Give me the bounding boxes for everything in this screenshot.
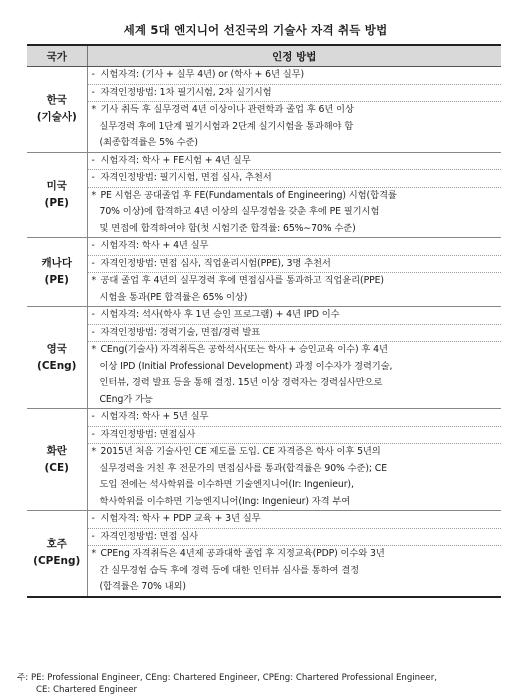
country-cell	[27, 307, 87, 409]
country-name: 미국	[46, 179, 67, 192]
dash-bullet: -	[91, 257, 95, 269]
country-name: 화란	[46, 444, 67, 457]
dash-bullet: -	[91, 172, 95, 183]
table-title: 세계 5대 엔지니어 선진국의 기술사 자격 취득 방법	[123, 23, 388, 37]
method-text: 자격인정방법: 면접 심사	[100, 530, 199, 542]
country-name: 영국	[46, 342, 67, 355]
method-text: 시험자격: (기사 + 실무 4년) or (학사 + 6년 실무)	[100, 69, 304, 80]
country-cell	[27, 409, 87, 511]
country-cell	[27, 152, 87, 238]
asterisk-bullet: *	[91, 275, 97, 286]
list-item	[88, 409, 502, 427]
method-text: 자격인정방법: 필기시험, 면접 심사, 추천서	[100, 172, 272, 183]
dash-bullet: -	[91, 326, 95, 338]
table-row	[27, 409, 501, 511]
method-text: 자격인정방법: 면접 심사, 직업윤리시험(PPE), 3명 추천서	[100, 257, 331, 269]
list-item	[88, 256, 502, 274]
list-item	[88, 153, 502, 171]
method-text: 시험자격: 석사(학사 후 1년 승인 프로그램) + 4년 IPD 이수	[100, 309, 340, 320]
list-item	[88, 188, 502, 205]
list-item-continuation: (최종합격률은 5% 수준)	[99, 137, 198, 148]
list-item-continuation: 및 면접에 합격하여야 함(첫 시험기준 합격률: 65%∼70% 수준)	[99, 222, 356, 234]
list-item	[88, 325, 502, 343]
method-text: CEng(기술사) 자격취득은 공학석사(또는 학사 + 승인교육 이수) 후 4년	[100, 344, 388, 355]
method-text: CPEng 자격취득은 4년제 공과대학 졸업 후 지정교육(PDP) 이수와 3년	[100, 548, 385, 559]
list-item	[88, 427, 502, 445]
dash-bullet: -	[91, 69, 95, 80]
list-item-continuation: 인터뷰, 경력 발표 등을 통해 결정. 15년 이상 경력자는 경력심사만으로	[99, 377, 383, 388]
list-item	[88, 238, 502, 256]
method-text: 시험자격: 학사 + PDP 교육 + 3년 실무	[100, 513, 261, 524]
dash-bullet: -	[91, 309, 95, 320]
method-text: 시험자격: 학사 + FE시험 + 4년 실무	[100, 154, 251, 166]
footnote-line-2: CE: Chartered Engineer	[36, 685, 138, 695]
method-text: 자격인정방법: 1차 필기시험, 2차 실기시험	[100, 86, 272, 98]
method-cell	[87, 152, 501, 238]
list-item	[88, 170, 502, 188]
list-item	[88, 342, 502, 359]
dash-bullet: -	[91, 240, 95, 251]
footnote-line-1	[17, 672, 507, 684]
header-country: 국가	[27, 45, 87, 67]
method-text: PE 시험은 공대졸업 후 FE(Fundamentals of Engineering) 시험(합격률	[100, 189, 397, 201]
dash-bullet: -	[91, 411, 95, 422]
country-name: 캐나다	[41, 257, 72, 269]
asterisk-bullet: *	[91, 548, 97, 559]
list-item	[88, 85, 502, 103]
footnote	[17, 672, 507, 696]
table-header-row	[27, 45, 501, 67]
country-cell	[27, 67, 87, 153]
footnote-text: PE: Professional Engineer, CEng: Chartered Engineer, CPEng: Chartered Professional Engineer,	[30, 673, 437, 683]
table-row	[27, 152, 501, 238]
list-item-continuation: CEng가 가능	[99, 393, 153, 405]
dash-bullet: -	[91, 530, 95, 542]
method-cell	[87, 409, 501, 511]
method-text: 기사 취득 후 실무경력 4년 이상이나 관련학과 졸업 후 6년 이상	[100, 104, 354, 115]
method-cell	[87, 67, 501, 153]
country-code: (기술사)	[36, 111, 77, 124]
list-item-continuation: 실무경력 후에 1단계 필기시험과 2단계 실기시험을 통과해야 함	[99, 120, 354, 132]
method-text: 공대 졸업 후 4년의 실무경력 후에 면접심사를 통과하고 직업윤리(PPE)	[100, 275, 384, 286]
list-item	[88, 529, 502, 547]
table-row	[27, 307, 501, 409]
list-item	[88, 273, 502, 290]
country-name: 호주	[46, 538, 67, 551]
dash-bullet: -	[91, 86, 95, 98]
list-item	[88, 102, 502, 119]
list-item	[88, 444, 502, 461]
method-cell	[87, 238, 501, 307]
asterisk-bullet: *	[91, 344, 97, 355]
country-name: 한국	[46, 94, 67, 107]
list-item	[88, 546, 502, 563]
dash-bullet: -	[91, 428, 95, 440]
header-method: 인정 방법	[87, 45, 501, 67]
country-code: (CE)	[44, 461, 69, 474]
list-item-continuation: 이상 IPD (Initial Professional Development) 과정 이수자가 경력기술,	[99, 360, 393, 372]
table-row	[27, 67, 501, 153]
asterisk-bullet: *	[91, 446, 97, 457]
certification-table	[27, 44, 501, 598]
country-code: (CPEng)	[33, 555, 81, 568]
list-item-continuation: 학사학위를 이수하면 기능엔지니어(Ing: Ingenieur) 자격 부여	[99, 495, 351, 507]
method-text: 자격인정방법: 경력기술, 면접/경력 발표	[100, 326, 261, 338]
asterisk-bullet: *	[91, 189, 97, 201]
country-cell	[27, 511, 87, 597]
table-row	[27, 511, 501, 597]
list-item-continuation: 70% 이상)에 합격하고 4년 이상의 실무경험을 갖춘 후에 PE 필기시험	[99, 206, 380, 217]
list-item	[88, 511, 502, 529]
method-text: 시험자격: 학사 + 5년 실무	[100, 411, 209, 422]
country-code: (PE)	[44, 274, 69, 286]
method-text: 시험자격: 학사 + 4년 실무	[100, 240, 209, 251]
footnote-prefix: 주:	[17, 673, 29, 683]
list-item-continuation: 간 실무경험 습득 후에 경력 등에 대한 인터뷰 심사를 통하여 결정	[99, 564, 359, 576]
country-cell	[27, 238, 87, 307]
method-cell	[87, 511, 501, 597]
dash-bullet: -	[91, 513, 95, 524]
list-item	[88, 67, 502, 85]
list-item-continuation: 실무경력을 거친 후 전문가의 면접심사를 통과(합격률은 90% 수준); CE	[99, 462, 387, 474]
country-code: (CEng)	[37, 359, 77, 372]
dash-bullet: -	[91, 154, 95, 166]
country-code: (PE)	[44, 196, 69, 209]
list-item-continuation: 시험을 통과(PE 합격률은 65% 이상)	[99, 291, 248, 303]
method-text: 2015년 처음 기술사인 CE 제도를 도입. CE 자격증은 학사 이후 5년의	[100, 446, 381, 457]
table-row	[27, 238, 501, 307]
list-item-continuation: 도입 전에는 석사학위를 이수하면 기술엔지니어(Ir: Ingenieur),	[99, 479, 354, 490]
list-item-continuation: (합격률은 70% 내외)	[99, 581, 186, 592]
asterisk-bullet: *	[91, 104, 97, 115]
method-cell	[87, 307, 501, 409]
method-text: 자격인정방법: 면접심사	[100, 428, 196, 440]
list-item	[88, 307, 502, 325]
